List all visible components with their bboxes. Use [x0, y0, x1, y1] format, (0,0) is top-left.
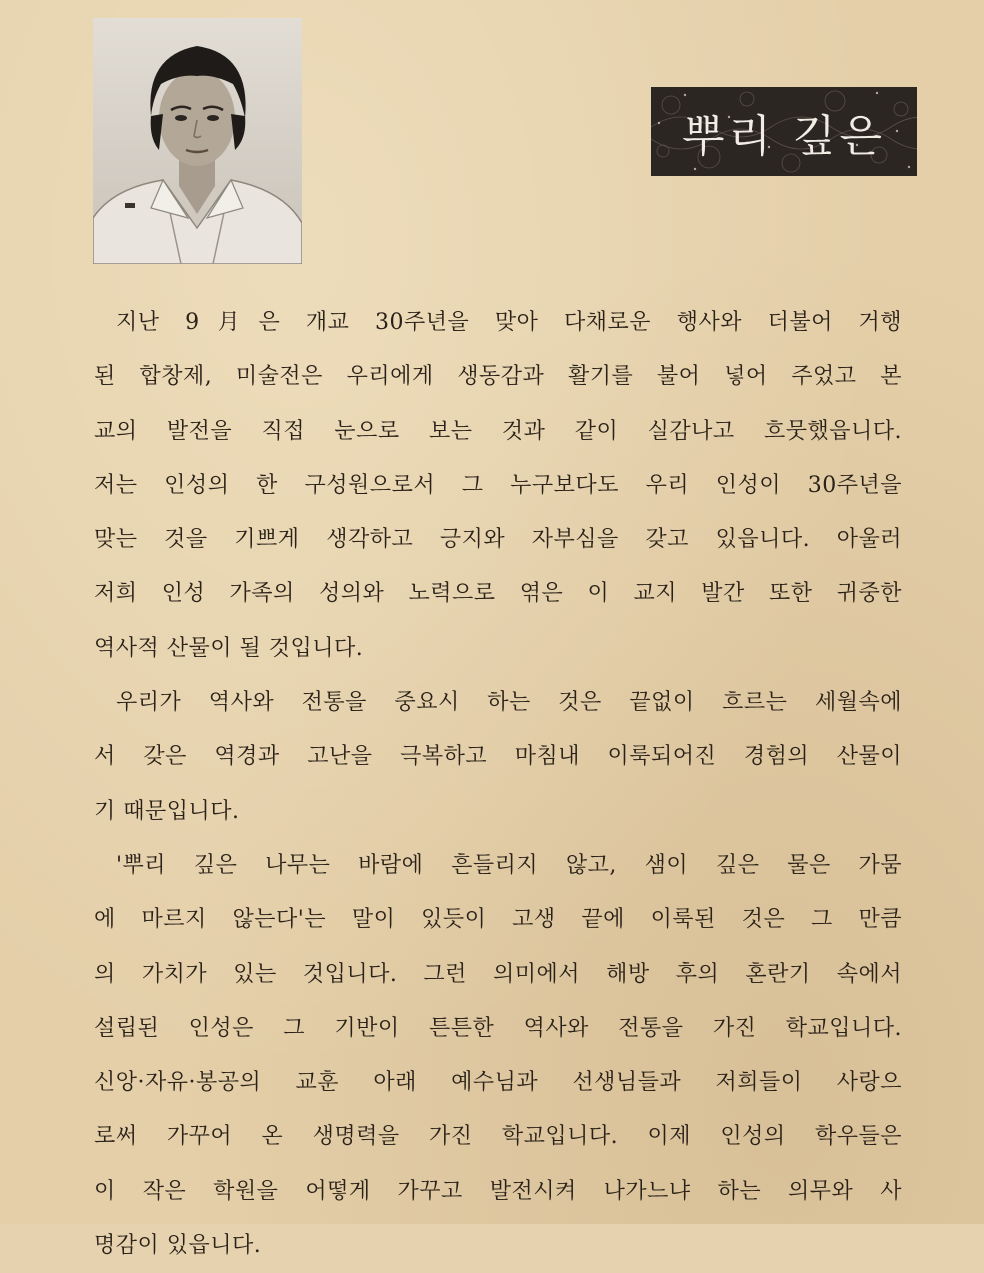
- text-line: 우리가 역사와 전통을 중요시 하는 것은 끝없이 흐르는 세월속에: [116, 690, 902, 716]
- text-line: 역사적 산물이 될 것입니다.: [94, 635, 364, 661]
- text-line: 의 가치가 있는 것입니다. 그런 의미에서 해방 후의 혼란기 속에서: [94, 961, 902, 987]
- text-line: 저희 인성 가족의 성의와 노력으로 엮은 이 교지 발간 또한 귀중한: [94, 581, 902, 607]
- text-line: 이 작은 학원을 어떻게 가꾸고 발전시켜 나가느냐 하는 의무와 사: [94, 1178, 902, 1204]
- text-line: 된 합창제, 미술전은 우리에게 생동감과 활기를 불어 넣어 주었고 본: [94, 364, 902, 390]
- text-line: '뿌리 깊은 나무는 바람에 흔들리지 않고, 샘이 깊은 물은 가뭄: [116, 852, 902, 878]
- text-line: 에 마르지 않는다'는 말이 있듯이 고생 끝에 이룩된 것은 그 만큼: [94, 907, 902, 933]
- text-line: 지난 9月은 개교 30주년을 맞아 다채로운 행사와 더불어 거행: [116, 310, 902, 335]
- text-line: 설립된 인성은 그 기반이 튼튼한 역사와 전통을 가진 학교입니다.: [94, 1015, 902, 1041]
- portrait-photo: [93, 18, 302, 264]
- text-line: 서 갖은 역경과 고난을 극복하고 마침내 이룩되어진 경험의 산물이: [94, 744, 902, 770]
- title-plate: [651, 87, 917, 176]
- text-line: 명감이 있읍니다.: [94, 1233, 262, 1259]
- article-title: 뿌리 깊은: [681, 110, 886, 162]
- text-line: 저는 인성의 한 구성원으로서 그 누구보다도 우리 인성이 30주년을: [94, 472, 902, 498]
- text-line: 신앙·자유·봉공의 교훈 아래 예수님과 선생님들과 저희들이 사랑으: [94, 1070, 902, 1096]
- portrait-illustration: [93, 18, 302, 264]
- text-line: 교의 발전을 직접 눈으로 보는 것과 같이 실감나고 흐뭇했읍니다.: [94, 418, 902, 444]
- text-line: 기 때문입니다.: [94, 798, 240, 824]
- text-line: 로써 가꾸어 온 생명력을 가진 학교입니다. 이제 인성의 학우들은: [94, 1124, 902, 1150]
- text-line: 맞는 것을 기쁘게 생각하고 긍지와 자부심을 갖고 있읍니다. 아울러: [94, 527, 902, 553]
- article-body: [94, 296, 902, 1273]
